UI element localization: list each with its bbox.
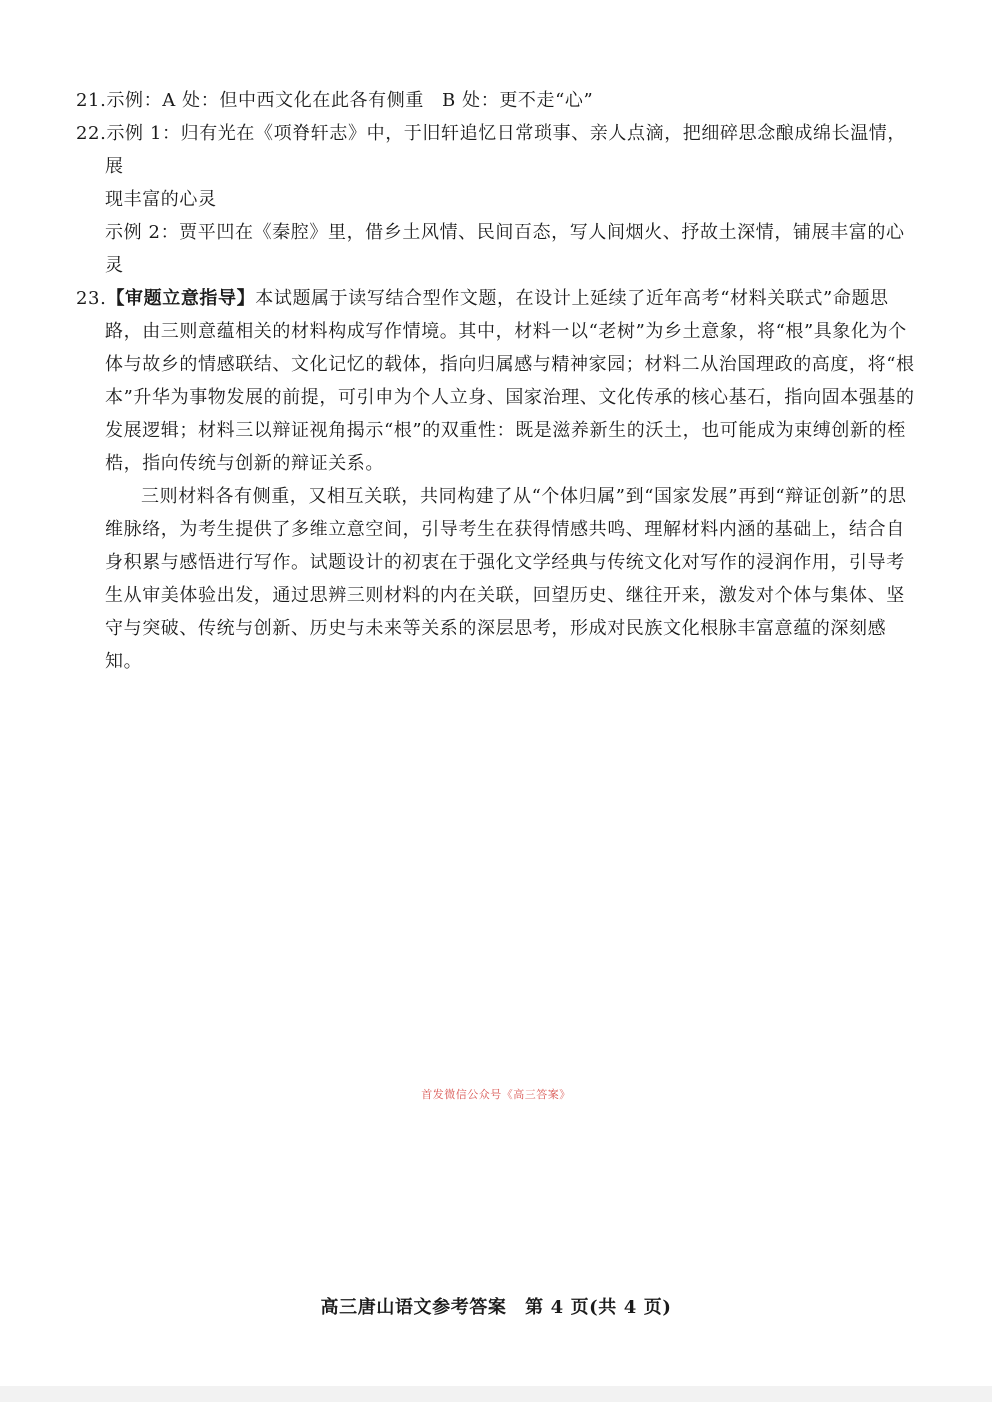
example-1-line-1: 示例 1：归有光在《项脊轩志》中，于旧轩追忆日常琐事、亲人点滴，把细碎思念酿成绵长温情，展 bbox=[105, 123, 907, 177]
question-23-continued bbox=[76, 480, 918, 678]
question-number: 21. bbox=[76, 90, 107, 111]
example-1-line-2: 现丰富的心灵 bbox=[105, 189, 217, 210]
watermark-text: 首发微信公众号《高三答案》 bbox=[421, 1088, 571, 1101]
answer-part-b: B 处：更不走“心” bbox=[441, 90, 594, 111]
question-number: 22. bbox=[76, 123, 107, 144]
guidance-paragraph-2: 三则材料各有侧重，又相互关联，共同构建了从“个体归属”到“国家发展”再到“辩证创新”的思维脉络，为考生提供了多维立意空间，引导考生在获得情感共鸣、理解材料内涵的基础上，结合自身积累与感悟进行写作。试题设计的初衷在于强化文学经典与传统文化对写作的浸润作用，引导考生从审美体验出发，通过思辨三则材料的内在关联，回望历史、继往开来，激发对个体与集体、坚守与突破、传统与创新、历史与未来等关系的深层思考，形成对民族文化根脉丰富意蕴的深刻感知。 bbox=[105, 486, 907, 672]
example-2: 示例 2：贾平凹在《秦腔》里，借乡土风情、民间百态，写人间烟火、抒故土深情，铺展丰富的心灵 bbox=[105, 222, 905, 276]
guidance-paragraph-1: 本试题属于读写结合型作文题，在设计上延续了近年高考“材料关联式”命题思路，由三则意蕴相关的材料构成写作情境。其中，材料一以“老树”为乡土意象，将“根”具象化为个体与故乡的情感联结、文化记忆的载体，指向归属感与精神家园；材料二从治国理政的高度，将“根本”升华为事物发展的前提，可引申为个人立身、国家治理、文化传承的核心基石，指向固本强基的发展逻辑；材料三以辩证视角揭示“根”的双重性：既是滋养新生的沃土，也可能成为束缚创新的桎梏，指向传统与创新的辩证关系。 bbox=[105, 288, 915, 474]
question-21 bbox=[76, 84, 918, 117]
question-23 bbox=[76, 282, 918, 480]
section-title: 【审题立意指导】 bbox=[106, 288, 256, 309]
question-22-example-2 bbox=[76, 216, 918, 282]
question-22 bbox=[76, 117, 918, 216]
page-footer: 高三唐山语文参考答案 第 4 页(共 4 页) bbox=[320, 1297, 672, 1318]
answer-part-a: 示例：A 处：但中西文化在此各有侧重 bbox=[106, 90, 424, 111]
question-number: 23. bbox=[76, 288, 107, 309]
answer-content bbox=[76, 84, 918, 678]
scan-bottom-edge bbox=[0, 1386, 992, 1402]
